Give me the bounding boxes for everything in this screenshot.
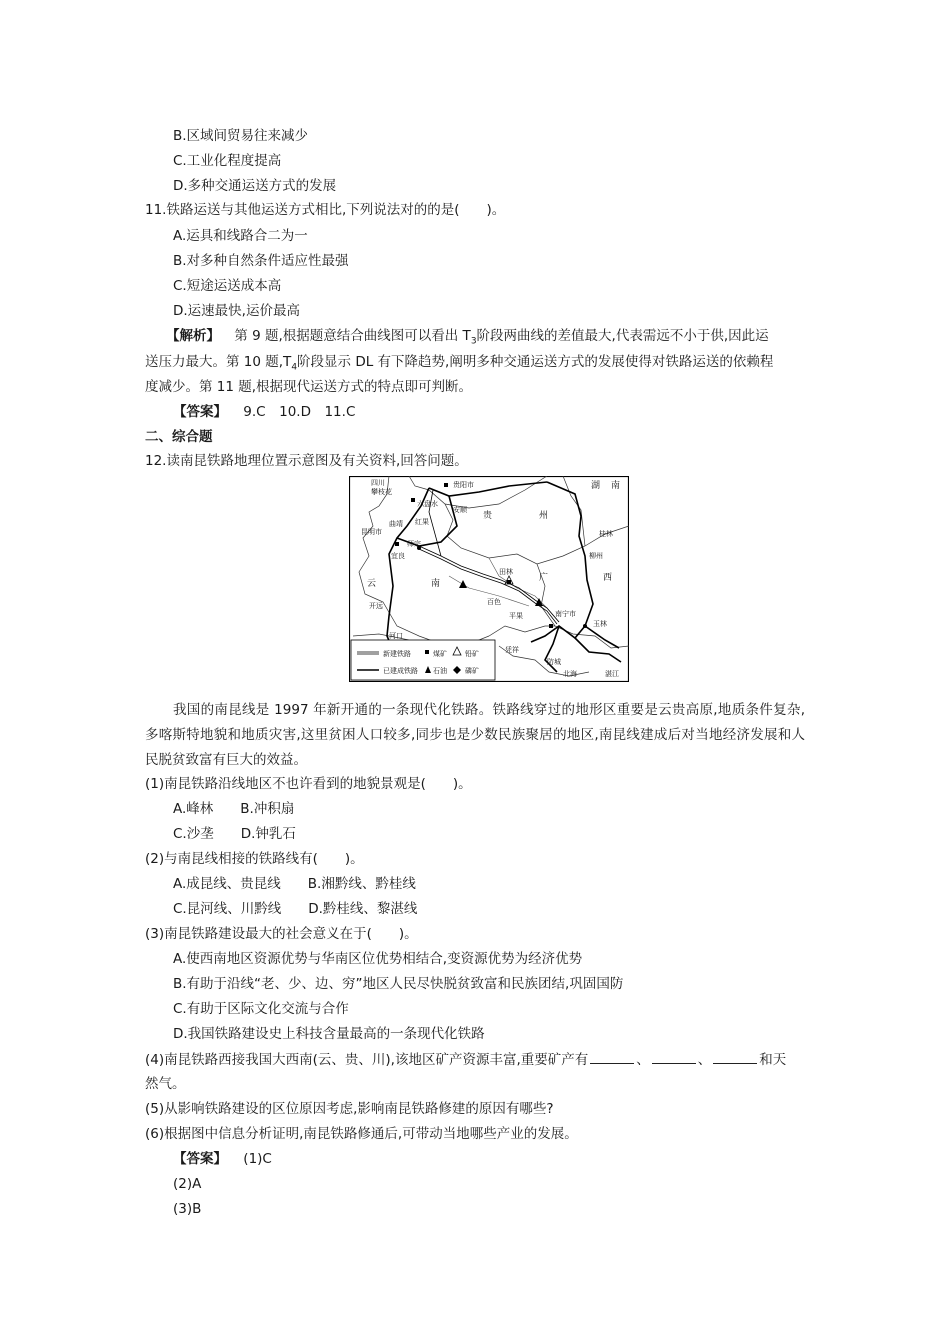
map-label-baise: 百色 [487,598,501,606]
map-label-beihai: 北海 [563,670,577,678]
map-label-hekou: 河口 [389,632,403,640]
q11-stem: 11.铁路运送与其他运送方式相比,下列说法对的的是( )。 [145,202,506,218]
legend-old-rail: 已建成铁路 [383,667,418,675]
map-label-guang: 广 [539,573,549,583]
sub4-text: (4)南昆铁路西接我国大西南(云、贵、川),该地区矿产资源丰富,重要矿产有 [145,1052,589,1068]
q11-option-a: A.运具和线路合二为一 [173,228,308,244]
sub4-sep-2: 、 [697,1052,712,1068]
map-label-tianlin: 田林 [499,568,513,576]
analysis-text-1b: 阶段两曲线的差值最大,代表需远不小于供,因此运 [476,328,769,344]
map-label-hu: 湖 [591,481,601,491]
answer2-a1: (1)C [243,1151,272,1167]
map-label-sichuan: 四川 [371,479,385,487]
sub3-option-c: C.有助于区际文化交流与合作 [173,1001,349,1017]
map-label-zhanjiang: 湛江 [605,670,619,678]
answer-line-2 [173,1149,272,1169]
map-label-zhou: 州 [539,511,549,521]
sub4-line-2: 然气。 [145,1076,186,1092]
sub4-sep-1: 、 [636,1052,650,1068]
sub3-option-b: B.有助于沿线“老、少、边、穷”地区人民尽快脱贫致富和民族团结,巩固国防 [173,976,624,992]
answer-label: 【答案】 [173,404,227,420]
answer2-a2: (2)A [173,1176,202,1192]
map-label-fangcheng: 防城 [547,658,561,666]
sub4-tail: 和天 [759,1052,787,1068]
map-label-hongguo: 红果 [415,518,429,526]
map-label-pingxiang: 凭祥 [505,646,519,654]
map-label-yiliang: 宜良 [391,552,405,560]
legend-lead: 铅矿 [465,650,479,658]
map-label-liuzhou: 柳州 [589,552,603,560]
fill-blank-3[interactable] [713,1049,757,1064]
sub2-row-2: C.昆河线、川黔线 D.黔桂线、黎湛线 [173,901,418,917]
sub1-stem: (1)南昆铁路沿线地区不也许看到的地貌景观是( )。 [145,776,472,792]
map-label-qujing: 曲靖 [389,520,403,528]
analysis-text-1: 第 9 题,根据题意结合曲线图可以看出 T [234,328,471,344]
map-label-anshun: 安顺 [453,506,467,514]
section-title: 二、综合题 [145,429,213,445]
sub1-row-2: C.沙垄 D.钟乳石 [173,826,296,842]
map-label-xi: 西 [603,573,613,583]
legend-new-rail: 新建铁路 [383,650,411,658]
sub2-stem: (2)与南昆线相接的铁路线有( )。 [145,851,364,867]
sub1-row-1: A.峰林 B.冲积扇 [173,801,295,817]
map-label-pingguo: 平果 [509,612,523,620]
analysis-sub-3: 3 [470,336,477,347]
fill-blank-1[interactable] [590,1049,634,1064]
analysis-sub-4: 4 [291,362,298,373]
q10-option-c: C.工业化程度提高 [173,153,282,169]
analysis-text-2b: 阶段显示 DL 有下降趋势,阐明多种交通运送方式的发展使得对铁路运送的依赖程 [297,354,774,370]
analysis-line-1 [166,326,769,352]
sub3-option-d: D.我国铁路建设史上科技含量最高的一条现代化铁路 [173,1026,485,1042]
map-label-panzhihua: 攀枝花 [371,488,392,496]
q11-option-b: B.对多种自然条件适应性最强 [173,253,349,269]
legend-coal: 煤矿 [433,650,447,658]
fill-blank-2[interactable] [652,1049,696,1064]
q12-stem: 12.读南昆铁路地理位置示意图及有关资料,回答问题。 [145,453,468,469]
map-label-nan-hunan: 南 [611,481,621,491]
map-label-liupanshui: 六盘水 [417,500,438,508]
legend-oil: 石油 [433,667,447,675]
analysis-text-2a: 送压力最大。第 10 题,T [145,354,292,370]
sub5: (5)从影响铁路建设的区位原因考虑,影响南昆铁路修建的原因有哪些? [145,1101,554,1117]
sub3-stem: (3)南昆铁路建设最大的社会意义在于( )。 [145,926,418,942]
q11-option-d: D.运速最快,运价最高 [173,303,300,319]
map-label-nan-yunnan: 南 [431,579,441,589]
intro-paragraph: 我国的南昆线是 1997 年新开通的一条现代化铁路。铁路线穿过的地形区重要是云贵高原,地质条件复杂,多喀斯特地貌和地质灾害,这里贫困人口较多,同步也是少数民族聚居的地区,南昆线建成后对当地经济发展和人民脱贫致富有巨大的效益。 [145,702,805,768]
q10-option-b: B.区域间贸易往来减少 [173,128,309,144]
map-label-guilin: 桂林 [599,530,613,538]
answer2-label: 【答案】 [173,1151,227,1167]
map-label-yulin: 玉林 [593,620,607,628]
sub2-row-1: A.成昆线、贵昆线 B.湘黔线、黔桂线 [173,876,416,892]
map-label-yun: 云 [367,579,377,589]
q10-option-d: D.多种交通运送方式的发展 [173,178,337,194]
map-label-guiyang: 贵阳市 [453,481,474,489]
analysis-line-2 [145,352,773,378]
nankun-railway-map [349,476,629,682]
answer-text: 9.C 10.D 11.C [243,404,356,420]
sub4-line-1 [145,1049,786,1070]
sub6: (6)根据图中信息分析证明,南昆铁路修通后,可带动当地哪些产业的发展。 [145,1126,578,1142]
answer-line-1 [173,402,355,422]
sub3-option-a: A.使西南地区资源优势与华南区位优势相结合,变资源优势为经济优势 [173,951,583,967]
q11-option-c: C.短途运送成本高 [173,278,282,294]
answer2-a3: (3)B [173,1201,202,1217]
analysis-label: 【解析】 [166,328,220,344]
map-label-gui: 贵 [483,511,493,521]
map-legend [351,640,495,680]
map-label-kaiyuan: 开远 [369,602,383,610]
analysis-line-3: 度减少。第 11 题,根据现代运送方式的特点即可判断。 [145,379,473,395]
map-label-kunming: 昆明市 [361,528,382,536]
legend-mine: 磷矿 [465,667,479,675]
map-label-shizong: 师宗 [407,540,421,548]
map-label-nanning: 南宁市 [555,610,576,618]
